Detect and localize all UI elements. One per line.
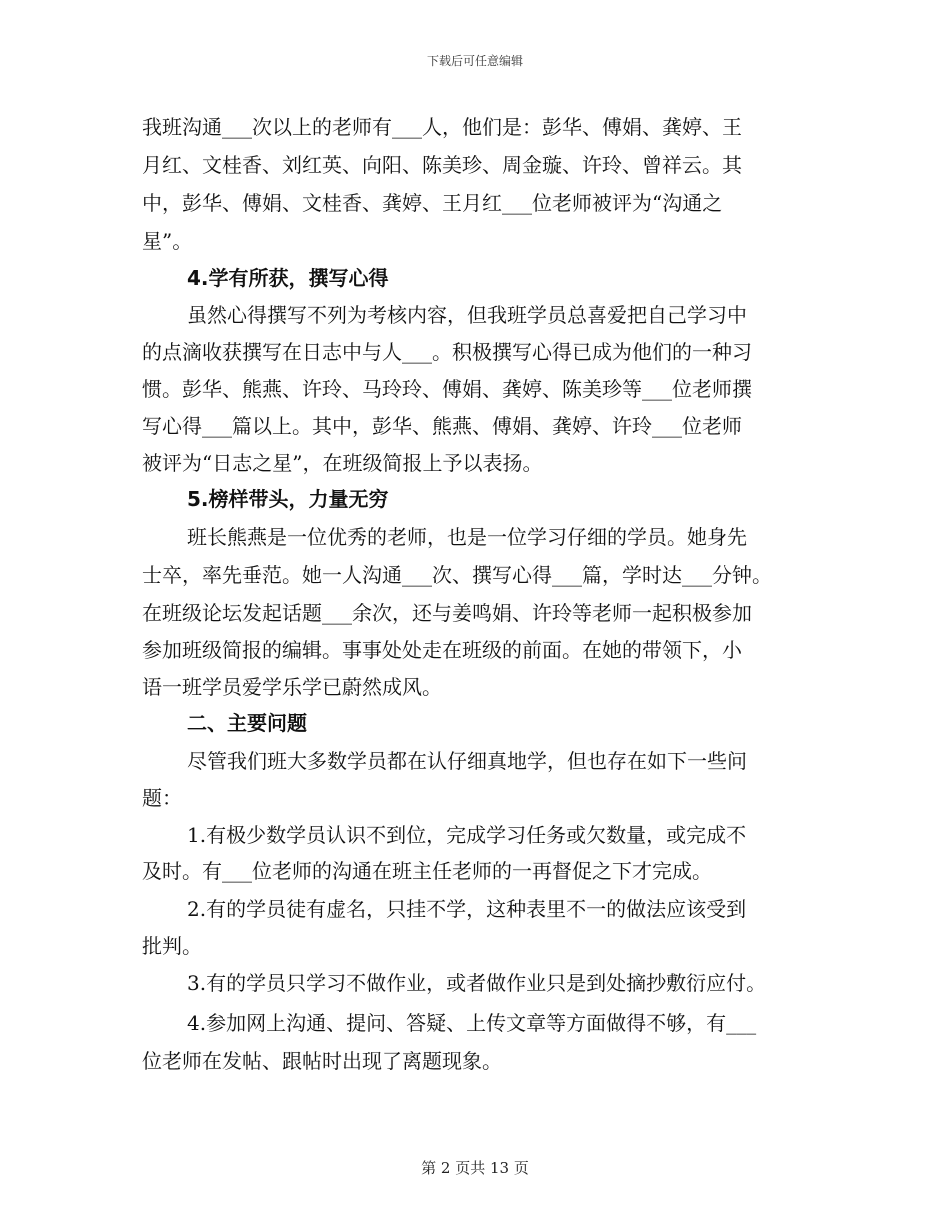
- body-line: 批判。: [142, 934, 202, 958]
- section-heading: 4.学有所获，撰写心得: [187, 266, 389, 290]
- body-line: 中，彭华、傅娟、文桂香、龚婷、王月红___位老师被评为“沟通之: [142, 191, 723, 215]
- body-line: 星”。: [142, 229, 193, 253]
- body-line: 写心得___篇以上。其中，彭华、熊燕、傅娟、龚婷、许玲___位老师: [142, 414, 742, 438]
- body-line: 位老师在发帖、跟帖时出现了离题现象。: [142, 1049, 502, 1073]
- body-line: 虽然心得撰写不列为考核内容，但我班学员总喜爱把自己学习中: [187, 303, 747, 327]
- body-line: 班长熊燕是一位优秀的老师，也是一位学习仔细的学员。她身先: [187, 525, 747, 549]
- body-line: 2.有的学员徒有虚名，只挂不学，这种表里不一的做法应该受到: [187, 897, 747, 921]
- section-heading: 二、主要问题: [187, 711, 307, 735]
- body-line: 尽管我们班大多数学员都在认仔细真地学，但也存在如下一些问: [187, 749, 747, 773]
- page-footer: 第 2 页共 13 页: [421, 1159, 529, 1177]
- body-line: 在班级论坛发起话题___余次，还与姜鸣娟、许玲等老师一起积极参加: [142, 601, 752, 625]
- body-line: 我班沟通___次以上的老师有___人，他们是：彭华、傅娟、龚婷、王: [142, 115, 742, 139]
- body-line: 被评为“日志之星”，在班级简报上予以表扬。: [142, 451, 543, 475]
- body-line: 1.有极少数学员认识不到位，完成学习任务或欠数量，或完成不: [187, 823, 747, 847]
- body-line: 3.有的学员只学习不做作业，或者做作业只是到处摘抄敷衍应付。: [187, 971, 767, 995]
- body-line: 4.参加网上沟通、提问、答疑、上传文章等方面做得不够，有___: [187, 1011, 757, 1035]
- body-line: 士卒，率先垂范。她一人沟通___次、撰写心得___篇，学时达___分钟。: [142, 563, 772, 587]
- body-line: 惯。彭华、熊燕、许玲、马玲玲、傅娟、龚婷、陈美珍等___位老师撰: [142, 377, 752, 401]
- body-line: 的点滴收获撰写在日志中与人___。积极撰写心得已成为他们的一种习: [142, 340, 752, 364]
- page-header: 下载后可任意编辑: [426, 54, 523, 68]
- body-line: 题：: [142, 786, 182, 810]
- section-heading: 5.榜样带头，力量无穷: [187, 487, 389, 511]
- body-line: 语一班学员爱学乐学已蔚然成风。: [142, 675, 442, 699]
- body-line: 及时。有___位老师的沟通在班主任老师的一再督促之下才完成。: [142, 859, 712, 883]
- body-line: 月红、文桂香、刘红英、向阳、陈美珍、周金璇、许玲、曾祥云。其: [142, 153, 742, 177]
- body-line: 参加班级简报的编辑。事事处处走在班级的前面。在她的带领下，小: [142, 638, 742, 662]
